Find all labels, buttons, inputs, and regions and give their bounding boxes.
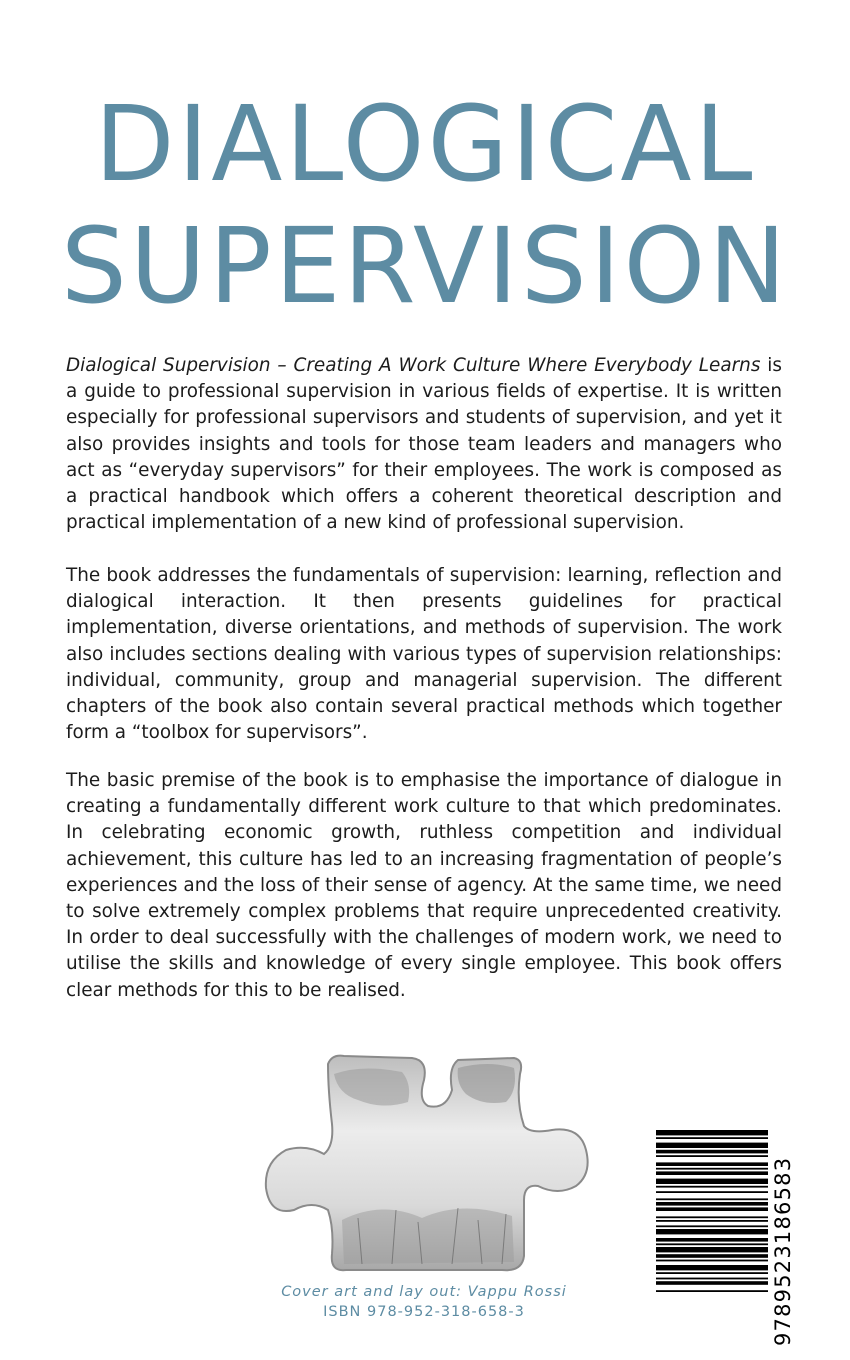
barcode-bar xyxy=(656,1281,768,1285)
barcode-bar xyxy=(656,1130,768,1135)
barcode-bar xyxy=(656,1229,768,1234)
barcode-bar xyxy=(656,1225,768,1227)
barcode-bar xyxy=(656,1278,768,1280)
barcode-bar xyxy=(656,1220,768,1222)
barcode-bar xyxy=(656,1198,768,1200)
barcode-bar xyxy=(656,1247,768,1252)
barcode-bar xyxy=(656,1207,768,1211)
isbn-barcode xyxy=(656,1128,804,1346)
blurb-paragraph-3: The basic premise of the book is to emphasise the importance of dialogue in creating a fundamentally different work culture to that which predominates. In celebrating economic growth, ruthless competition and individual achievement, this culture has led to an increasing fragmentation of people’s experiences and the loss of their sense of agency. At the same time, we need to solve extremely complex problems that require unprecedented creativity. In order to deal successfully with the challenges of modern work, we need to utilise the skills and knowledge of every single employee. This book offers clear methods for this to be realised. xyxy=(66,770,782,1001)
barcode-bar xyxy=(656,1272,768,1274)
barcode-bar xyxy=(656,1155,768,1157)
blurb-paragraph-1-text: is a guide to professional supervision in various fields of expertise. It is written especially for professional supervisors and students of supervision, and yet it also provides insights and tools for those team leaders and managers who act as “everyday supervisors” for their employees. The work is composed as a practical handbook which offers a coherent theoretical description and practical implementation of a new kind of professional supervision. xyxy=(66,355,782,534)
barcode-bar xyxy=(656,1216,768,1218)
barcode-bar xyxy=(656,1137,768,1139)
barcode-bar xyxy=(656,1265,768,1270)
barcode-bar xyxy=(656,1186,768,1188)
barcode-bar xyxy=(656,1238,768,1242)
puzzle-piece-artwork xyxy=(262,1050,592,1276)
blurb-book-subtitle: Dialogical Supervision – Creating A Work Culture Where Everybody Learns xyxy=(66,355,761,376)
barcode-bar xyxy=(656,1290,768,1292)
barcode-bar xyxy=(656,1171,768,1175)
credits-block xyxy=(244,1282,604,1322)
book-title-line2: SUPERVISION xyxy=(60,205,790,327)
barcode-digits: 9789523186583 xyxy=(771,1156,795,1346)
isbn-text: ISBN 978-952-318-658-3 xyxy=(323,1304,525,1320)
barcode-bar xyxy=(656,1243,768,1245)
book-title-line1: DIALOGICAL xyxy=(94,83,756,205)
barcode-bar xyxy=(656,1150,768,1154)
blurb-paragraph-2: The book addresses the fundamentals of supervision: learning, reflection and dialogical interaction. It then presents guidelines for practical implementation, diverse orientations, and methods of supervision. The work also includes sections dealing with various types of supervision relationships: individual, community, group and managerial supervision. The different chapters of the book also contain several practical methods which together form a “toolbox for supervisors”. xyxy=(66,565,782,744)
cover-art-credit: Cover art and lay out: Vappu Rossi xyxy=(281,1284,567,1300)
barcode-bar xyxy=(656,1202,768,1206)
barcode-bar xyxy=(656,1260,768,1262)
barcode-bars xyxy=(656,1130,768,1292)
barcode-bar xyxy=(656,1168,768,1170)
blurb-paragraph-1 xyxy=(66,353,782,536)
barcode-bar xyxy=(656,1143,768,1148)
barcode-bar xyxy=(656,1254,768,1258)
barcode-bar xyxy=(656,1179,768,1184)
barcode-bar xyxy=(656,1191,768,1193)
barcode-bar xyxy=(656,1162,768,1166)
